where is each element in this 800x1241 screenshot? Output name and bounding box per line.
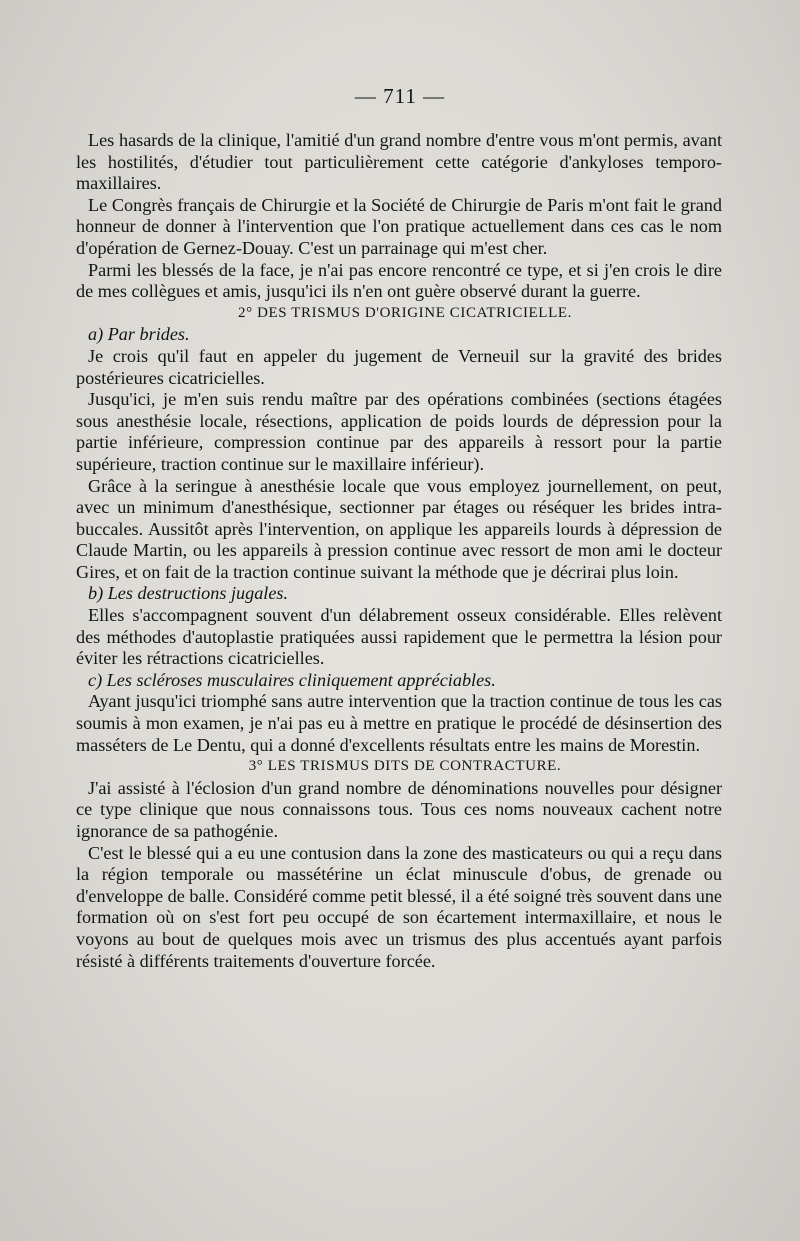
- page-number: — 711 —: [354, 84, 446, 108]
- section-heading: 2° DES TRISMUS D'ORIGINE CICATRICIELLE.: [238, 304, 572, 321]
- body-text: [76, 130, 722, 972]
- paragraph: Ayant jusqu'ici triomphé sans autre intervention que la traction continue de tous les cas soumis à mon examen, je n'ai pas eu à mettre en pratique le procédé de désinsertion des masséters de Le Dentu, qui a donné d'excellents résultats entre les mains de Morestin.: [76, 691, 722, 755]
- paragraph: Les hasards de la clinique, l'amitié d'un grand nombre d'entre vous m'ont permis, avant les hostilités, d'étudier tout particulièrement cette catégorie d'ankyloses temporo-maxillaires.: [76, 130, 722, 194]
- paragraph: Elles s'accompagnent souvent d'un délabrement osseux considérable. Elles relèvent des méthodes d'autoplastie pratiquées aussi rapidement que le permettra la lésion pour éviter les rétractions cicatricielles.: [76, 605, 722, 669]
- section-heading: 3° LES TRISMUS DITS DE CONTRACTURE.: [248, 758, 562, 775]
- subsection-heading: a) Par brides.: [88, 324, 190, 345]
- paragraph: Grâce à la seringue à anesthésie locale que vous employez journellement, on peut, avec un minimum d'anesthésique, sectionner par étages ou réséquer les brides intra-buccales. Aussitôt après l'intervention, on applique les appareils lourds à dépression de Claude Martin, ou les appareils à pression continue avec ressort de mon ami le docteur Gires, et on fait de la traction continue suivant la méthode que je décrirai plus loin.: [76, 475, 722, 582]
- paragraph: Le Congrès français de Chirurgie et la Société de Chirurgie de Paris m'ont fait le grand honneur de donner à l'intervention que l'on pratique actuellement dans ces cas le nom d'opération de Gernez-Douay. C'est un parrainage qui m'est cher.: [76, 194, 722, 258]
- paragraph: J'ai assisté à l'éclosion d'un grand nombre de dénominations nouvelles pour désigner ce type clinique que nous connaissons tous. Tous ces noms nouveaux cachent notre ignorance de sa pathogénie.: [76, 777, 722, 841]
- subsection-heading: b) Les destructions jugales.: [88, 583, 289, 604]
- paragraph: Je crois qu'il faut en appeler du jugement de Verneuil sur la gravité des brides postérieures cicatricielles.: [76, 345, 722, 388]
- paragraph: Parmi les blessés de la face, je n'ai pas encore rencontré ce type, et si j'en crois le dire de mes collègues et amis, jusqu'ici ils n'en ont guère observé durant la guerre.: [76, 259, 722, 302]
- paragraph: C'est le blessé qui a eu une contusion dans la zone des masticateurs ou qui a reçu dans la région temporale ou massétérine un éclat minuscule d'obus, de grenade ou d'enveloppe de balle. Considéré comme petit blessé, il a été soigné très souvent dans une formation où on s'est fort peu occupé de son écartement intermaxillaire, et nous le voyons au bout de quelques mois avec un trismus des plus accentués ayant parfois résisté à différents traitements d'ouverture forcée.: [76, 842, 722, 971]
- paragraph: Jusqu'ici, je m'en suis rendu maître par des opérations combinées (sections étagées sous anesthésie locale, résections, application de poids lourds de dépression pour la partie inférieure, compression continue par des appareils à ressort pour la partie supérieure, traction continue sur le maxillaire inférieur).: [76, 389, 722, 474]
- subsection-heading: c) Les scléroses musculaires cliniquement appréciables.: [88, 669, 496, 690]
